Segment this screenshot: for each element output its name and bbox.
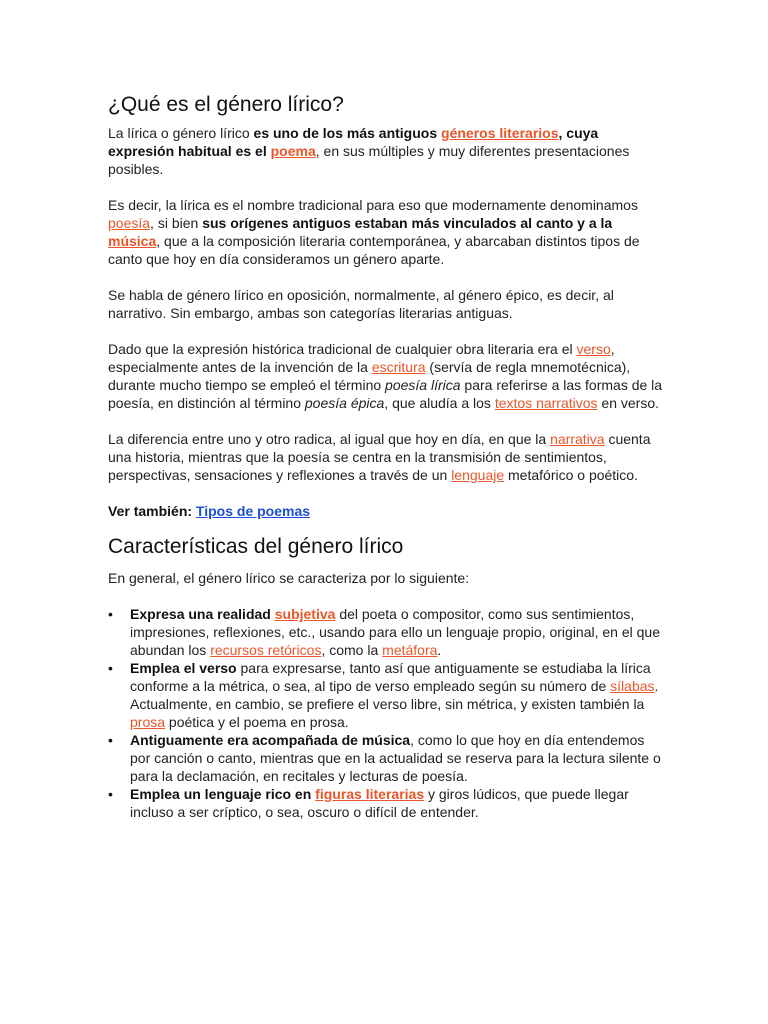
link-musica[interactable]: música [108,233,157,249]
link-silabas[interactable]: sílabas [610,678,655,694]
bullet-icon: • [108,732,113,748]
link-subjetiva[interactable]: subjetiva [274,606,336,622]
link-poema[interactable]: poema [270,143,316,159]
bold-text: Emplea un lenguaje rico en [130,786,316,802]
link-lenguaje[interactable]: lenguaje [451,467,505,483]
text: cuenta una historia, mientras que la poesía se centra en la transmisión de sentimientos, perspectivas, sensaciones y reflexiones a través de un [108,431,651,483]
bold-text: es uno de los más antiguos [253,125,442,141]
italic-text: poesía épica [304,395,385,411]
text: Dado que la expresión histórica tradicional de cualquier obra literaria era el [108,341,577,357]
text: , en sus múltiples y muy diferentes presentaciones posibles. [108,143,630,177]
bullet-icon: • [108,786,113,802]
link-metafora[interactable]: metáfora [382,642,438,658]
paragraph-5 [108,430,668,484]
paragraph-3: Se habla de género lírico en oposición, normalmente, al género épico, es decir, al narrativo. Sin embargo, ambas son categorías literarias antiguas. [108,287,614,321]
text: del poeta o compositor, como sus sentimientos, impresiones, reflexiones, etc., usando para ello un lenguaje propio, original, en el que abundan los [130,606,661,658]
see-also [108,502,668,520]
text: . Actualmente, en cambio, se prefiere el verso libre, sin métrica, y existen también la [130,678,659,712]
link-prosa[interactable]: prosa [130,714,166,730]
text: metafórico o poético. [504,467,638,483]
link-tipos-de-poemas[interactable]: Tipos de poemas [195,503,311,519]
bold-text: sus orígenes antiguos estaban más vinculados al canto y a la [202,215,613,231]
link-figuras-literarias[interactable]: figuras literarias [315,786,425,802]
paragraph-intro [108,124,668,178]
text: Es decir, la lírica es el nombre tradicional para eso que modernamente denominamos [108,197,638,213]
link-generos-literarios[interactable]: géneros literarios [441,125,559,141]
list-item [108,605,668,659]
text: , como lo que hoy en día entendemos por canción o canto, mientras que en la actualidad se reserva para la lectura silente o para la declamación, en recitales y lecturas de poesía. [130,732,661,784]
text: poética y el poema en prosa. [165,714,349,730]
text: La lírica o género lírico [108,125,254,141]
list-item [108,731,668,785]
text: , especialmente antes de la invención de la [108,341,615,375]
text: para referirse a las formas de la poesía, en distinción al término [108,377,663,411]
list-item [108,785,668,821]
link-textos-narrativos[interactable]: textos narrativos [494,395,598,411]
bold-text: , cuya expresión habitual es el [108,125,599,159]
text: . [437,642,442,658]
section-intro: En general, el género lírico se caracteriza por lo siguiente: [108,570,470,586]
link-recursos-retoricos[interactable]: recursos retóricos [210,642,322,658]
text: , como la [321,642,383,658]
characteristics-list [108,605,668,821]
link-narrativa[interactable]: narrativa [550,431,605,447]
link-poesia[interactable]: poesía [108,215,151,231]
bullet-icon: • [108,660,113,676]
see-also-label: Ver también: [108,503,196,519]
text: para expresarse, tanto así que antiguamente se estudiaba la lírica conforme a la métrica, o sea, al tipo de verso empleado según su número de [130,660,651,694]
list-item [108,659,668,731]
link-escritura[interactable]: escritura [371,359,426,375]
page-title: ¿Qué es el género lírico? [108,93,344,116]
bold-text: Expresa una realidad [130,606,275,622]
paragraph-2 [108,196,668,268]
text: y giros lúdicos, que puede llegar incluso a ser críptico, o sea, oscuro o difícil de entender. [130,786,629,820]
link-verso[interactable]: verso [576,341,611,357]
text: , si bien [150,215,203,231]
text: en verso. [597,395,660,411]
section-heading: Características del género lírico [108,535,404,558]
text: , que a la composición literaria contemporánea, y abarcaban distintos tipos de canto que hoy en día consideramos un género aparte. [108,233,640,267]
italic-text: poesía lírica [385,377,461,393]
paragraph-4 [108,340,668,412]
bold-text: Emplea el verso [130,660,237,676]
bullet-icon: • [108,606,113,622]
text: La diferencia entre uno y otro radica, al igual que hoy en día, en que la [108,431,551,447]
text: , que aludía a los [384,395,495,411]
bold-text: Antiguamente era acompañada de música [130,732,411,748]
text: (servía de regla mnemotécnica), durante mucho tiempo se empleó el término [108,359,631,393]
